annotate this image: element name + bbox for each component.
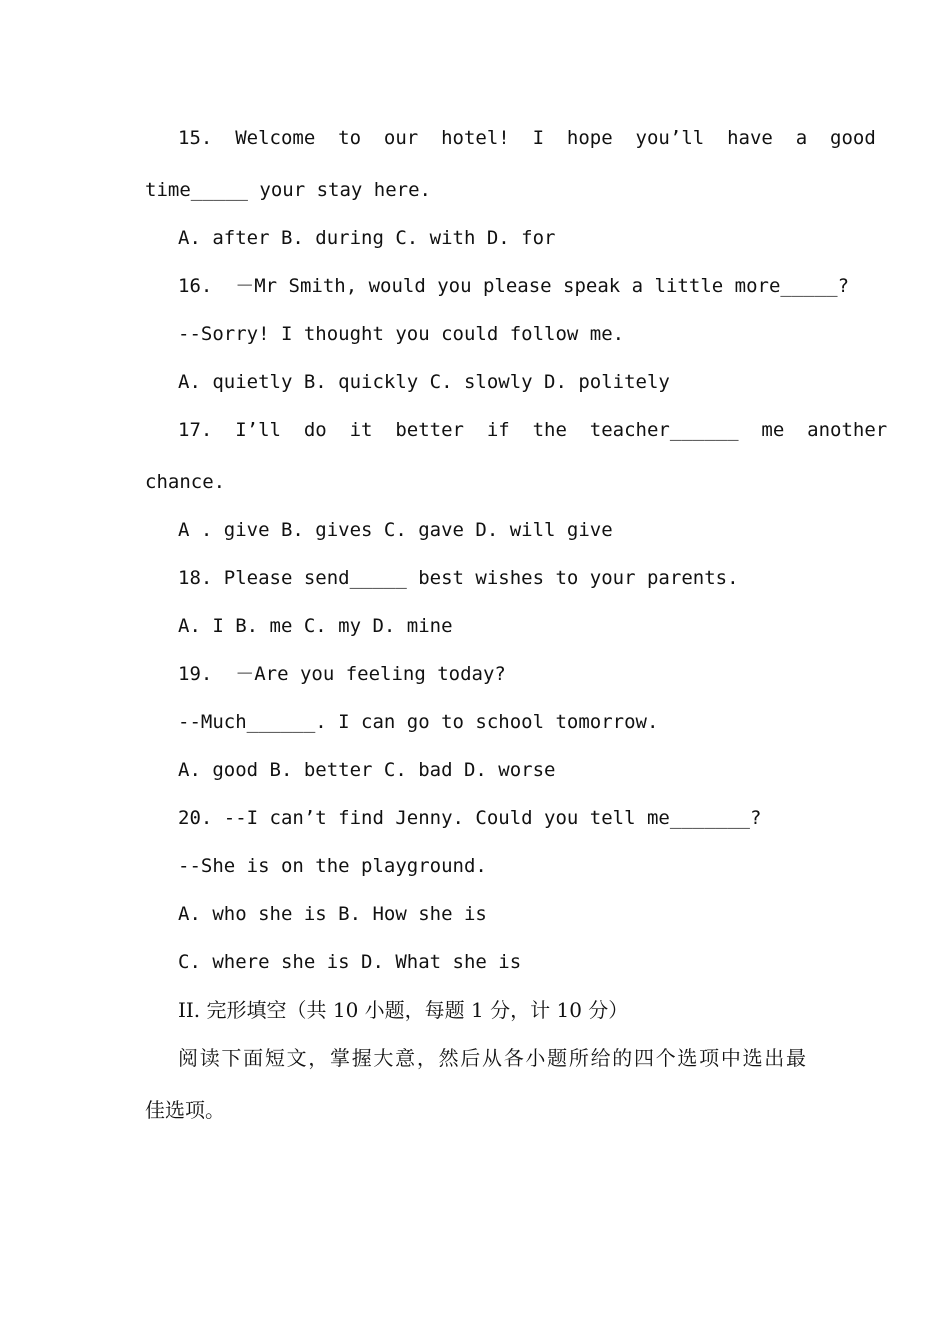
question-17-stem: 17. I’ll do it better if the teacher______ me another	[178, 419, 888, 441]
question-16-options: A. quietly B. quickly C. slowly D. politely	[178, 371, 670, 393]
section-heading: II. 完形填空（共 10 小题，每题 1 分，计 10 分）	[178, 998, 629, 1022]
question-19-reply: --Much______. I can go to school tomorrow.	[178, 711, 659, 733]
question-19-stem: 19. －Are you feeling today?	[178, 663, 506, 685]
section-instruction-continued: 佳选项。	[145, 1098, 225, 1122]
question-15-options: A. after B. during C. with D. for	[178, 227, 556, 249]
question-18-options: A. I B. me C. my D. mine	[178, 615, 453, 637]
question-16-reply: --Sorry! I thought you could follow me.	[178, 323, 625, 345]
question-20-options-ab: A. who she is B. How she is	[178, 903, 487, 925]
question-20-reply: --She is on the playground.	[178, 855, 487, 877]
question-20-stem: 20. --I can’t find Jenny. Could you tell me_______?	[178, 807, 762, 829]
question-15-stem: 15. Welcome to our hotel! I hope you’ll have a good	[178, 127, 876, 149]
question-20-options-cd: C. where she is D. What she is	[178, 951, 522, 973]
question-17-options: A . give B. gives C. gave D. will give	[178, 519, 613, 541]
question-18-stem: 18. Please send_____ best wishes to your parents.	[178, 567, 739, 589]
question-17-stem-continued: chance.	[145, 471, 226, 493]
section-instruction: 阅读下面短文，掌握大意，然后从各小题所给的四个选项中选出最	[178, 1046, 806, 1070]
question-15-stem-continued: time_____ your stay here.	[145, 179, 431, 201]
question-19-options: A. good B. better C. bad D. worse	[178, 759, 556, 781]
question-16-stem: 16. －Mr Smith, would you please speak a little more_____?	[178, 275, 850, 297]
